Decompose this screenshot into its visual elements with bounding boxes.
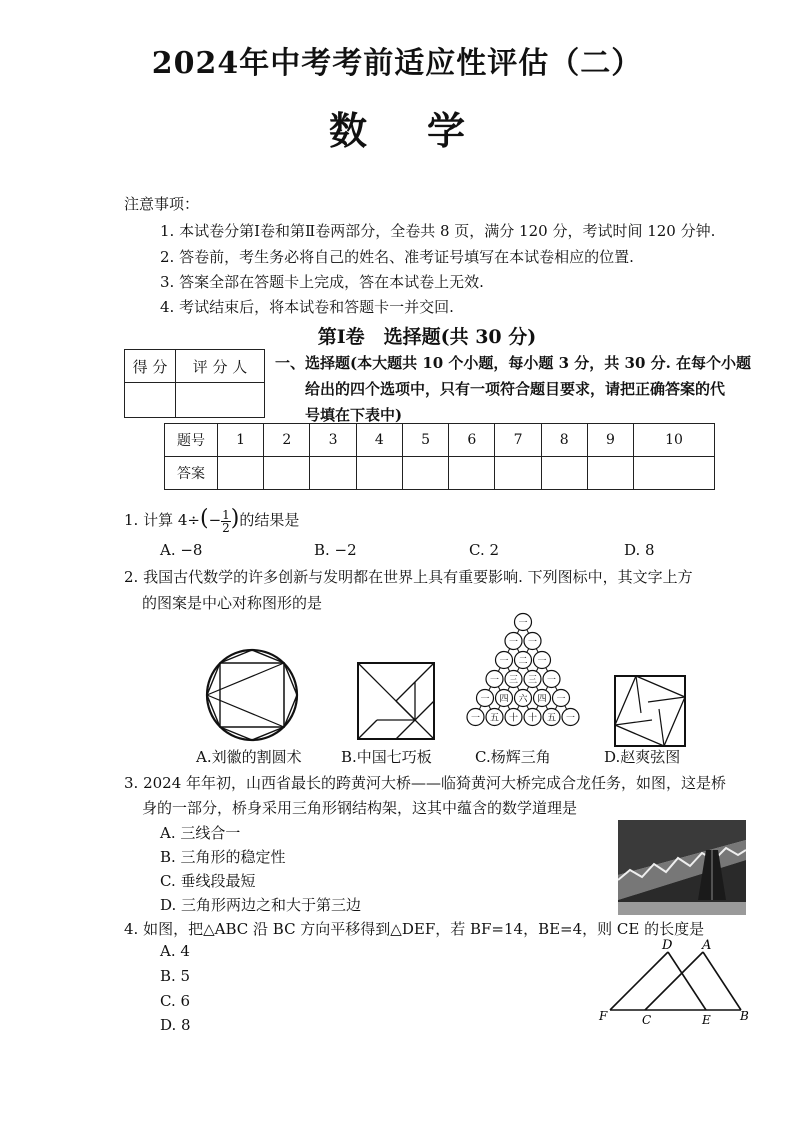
q4-option-c[interactable]: C. 6 bbox=[160, 992, 191, 1010]
row-label-number: 题号 bbox=[165, 424, 218, 457]
q1-fraction bbox=[221, 509, 231, 534]
q3-option-d[interactable]: D. 三角形两边之和大于第三边 bbox=[160, 896, 362, 914]
question-number: 5 bbox=[402, 424, 448, 457]
yang-hui-triangle-figure[interactable] bbox=[458, 612, 588, 740]
triangle-node-label: 三 bbox=[527, 675, 538, 686]
question-number: 3 bbox=[310, 424, 356, 457]
grader-label: 评 分 人 bbox=[176, 350, 265, 383]
q1-option-d[interactable]: D. 8 bbox=[624, 541, 655, 559]
triangle-node-label: 六 bbox=[518, 694, 528, 705]
triangle-node-label: 一 bbox=[470, 713, 481, 724]
answer-table bbox=[164, 423, 715, 490]
score-label: 得 分 bbox=[125, 350, 176, 383]
translation-triangles-figure[interactable] bbox=[596, 938, 756, 1028]
triangle-node-label: 一 bbox=[518, 618, 528, 629]
triangle-node-label: 一 bbox=[499, 656, 509, 667]
q2-caption-a: A.刘徽的割圆术 bbox=[196, 748, 302, 766]
q1-option-c[interactable]: C. 2 bbox=[469, 541, 500, 559]
q4-option-b[interactable]: B. 5 bbox=[160, 967, 191, 985]
q3-option-b[interactable]: B. 三角形的稳定性 bbox=[160, 848, 286, 866]
triangle-node-label: 一 bbox=[527, 637, 538, 648]
triangle-node-label: 一 bbox=[508, 637, 519, 648]
triangle-node-label: 五 bbox=[546, 713, 557, 724]
answer-cell[interactable] bbox=[356, 457, 402, 490]
q1-option-b[interactable]: B. −2 bbox=[314, 541, 357, 559]
note-item: 3. 答案全部在答题卡上完成，答在本试卷上无效. bbox=[160, 273, 484, 291]
q2-caption-d: D.赵爽弦图 bbox=[604, 748, 681, 766]
answer-cell[interactable] bbox=[449, 457, 495, 490]
question-3-stem-line1: 3. 2024 年年初，山西省最长的跨黄河大桥——临猗黄河大桥完成合龙任务，如图，这是桥 bbox=[124, 774, 727, 792]
note-item: 2. 答卷前，考生务必将自己的姓名、准考证号填写在本试卷相应的位置. bbox=[160, 248, 634, 266]
question-number: 10 bbox=[634, 424, 715, 457]
note-item: 1. 本试卷分第Ⅰ卷和第Ⅱ卷两部分，全卷共 8 页，满分 120 分，考试时间 120 分钟. bbox=[160, 222, 716, 240]
triangle-node-label: 一 bbox=[556, 694, 566, 705]
question-number: 7 bbox=[495, 424, 541, 457]
triangle-node-label: 一 bbox=[546, 675, 557, 686]
bridge-photo bbox=[618, 820, 746, 915]
q3-option-c[interactable]: C. 垂线段最短 bbox=[160, 872, 256, 890]
question-number: 9 bbox=[587, 424, 633, 457]
answer-cell[interactable] bbox=[541, 457, 587, 490]
label-e: E bbox=[702, 1013, 711, 1027]
grader-cell bbox=[176, 383, 265, 418]
label-c: C bbox=[642, 1013, 652, 1027]
label-f: F bbox=[599, 1009, 608, 1023]
q4-option-a[interactable]: A. 4 bbox=[160, 942, 190, 960]
question-number: 2 bbox=[264, 424, 310, 457]
question-1-stem: 1. 计算 4÷(− $\frac{1}{2}$ )的结果是 bbox=[124, 506, 300, 535]
mcq-instructions bbox=[275, 350, 755, 428]
question-3-stem-line2: 身的一部分，桥身采用三角形钢结构架，这其中蕴含的数学道理是 bbox=[142, 799, 578, 817]
triangle-node-label: 二 bbox=[518, 656, 528, 667]
triangle-node-label: 四 bbox=[499, 694, 509, 705]
answer-cell[interactable] bbox=[587, 457, 633, 490]
section-title: 第Ⅰ卷 选择题(共 30 分) bbox=[317, 326, 537, 348]
intro-line: 一、选择题(本大题共 10 个小题，每小题 3 分，共 30 分. 在每个小题 bbox=[275, 354, 752, 372]
liu-hui-circle-figure[interactable] bbox=[196, 645, 308, 745]
q1-frac-den: 2 bbox=[222, 520, 230, 535]
q1-option-a[interactable]: A. −8 bbox=[160, 541, 203, 559]
zhao-shuang-figure[interactable] bbox=[614, 675, 686, 747]
score-box bbox=[124, 349, 265, 418]
answer-cell[interactable] bbox=[264, 457, 310, 490]
question-2-stem-line2: 的图案是中心对称图形的是 bbox=[142, 594, 323, 612]
q1-stem-suffix: 的结果是 bbox=[239, 511, 300, 529]
note-item: 4. 考试结束后，将本试卷和答题卡一并交回. bbox=[160, 298, 454, 316]
exam-title: 2024年中考考前适应性评估（二） bbox=[151, 46, 643, 81]
label-d: D bbox=[662, 938, 673, 953]
question-2-stem-line1: 2. 我国古代数学的许多创新与发明都在世界上具有重要影响. 下列图标中，其文字上方 bbox=[124, 568, 693, 586]
triangle-node-label: 一 bbox=[480, 694, 490, 705]
answer-cell[interactable] bbox=[402, 457, 448, 490]
row-label-answer: 答案 bbox=[165, 457, 218, 490]
q2-caption-b: B.中国七巧板 bbox=[341, 748, 432, 766]
answer-cell[interactable] bbox=[634, 457, 715, 490]
label-a: A bbox=[702, 938, 712, 953]
q1-stem-prefix: 1. 计算 4÷ bbox=[124, 511, 200, 529]
question-number: 4 bbox=[356, 424, 402, 457]
triangle-node-label: 十 bbox=[508, 713, 519, 724]
q2-caption-c: C.杨辉三角 bbox=[475, 748, 551, 766]
q4-option-d[interactable]: D. 8 bbox=[160, 1016, 191, 1034]
exam-subject: 数学 bbox=[328, 108, 525, 153]
triangle-node-label: 一 bbox=[565, 713, 576, 724]
question-number: 1 bbox=[218, 424, 264, 457]
intro-line: 号填在下表中) bbox=[305, 406, 403, 424]
answer-cell[interactable] bbox=[218, 457, 264, 490]
notes-heading: 注意事项： bbox=[124, 195, 200, 213]
question-number: 8 bbox=[541, 424, 587, 457]
triangle-node-label: 五 bbox=[489, 713, 500, 724]
answer-cell[interactable] bbox=[495, 457, 541, 490]
question-number: 6 bbox=[449, 424, 495, 457]
question-4-stem: 4. 如图，把△ABC 沿 BC 方向平移得到△DEF，若 BF=14，BE=4，则 CE 的长度是 bbox=[124, 920, 705, 938]
triangle-node-label: 一 bbox=[489, 675, 500, 686]
triangle-node-label: 一 bbox=[537, 656, 547, 667]
q1-frac-num: 1 bbox=[222, 507, 230, 522]
triangle-node-label: 三 bbox=[508, 675, 519, 686]
triangle-node-label: 十 bbox=[527, 713, 538, 724]
score-cell bbox=[125, 383, 176, 418]
tangram-figure[interactable] bbox=[357, 662, 435, 740]
triangle-node-label: 四 bbox=[537, 694, 547, 705]
intro-line: 给出的四个选项中，只有一项符合题目要求，请把正确答案的代 bbox=[305, 380, 726, 398]
q3-option-a[interactable]: A. 三线合一 bbox=[160, 824, 241, 842]
answer-cell[interactable] bbox=[310, 457, 356, 490]
label-b: B bbox=[740, 1009, 749, 1023]
